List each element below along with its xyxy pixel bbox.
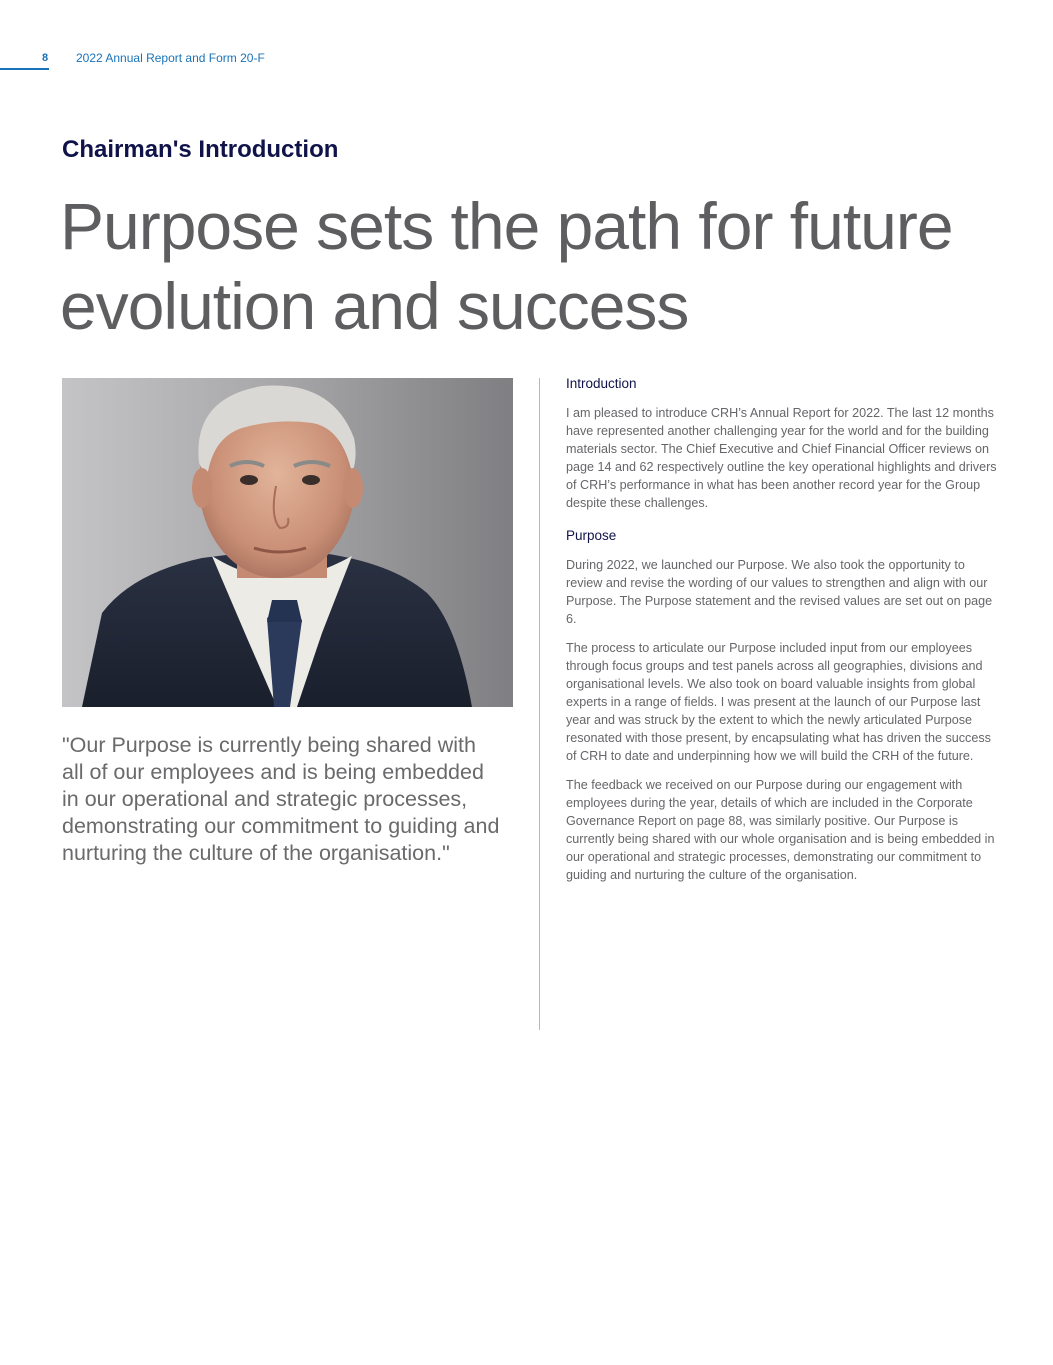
- chairman-portrait-photo: [62, 378, 513, 707]
- document-title: 2022 Annual Report and Form 20-F: [76, 51, 265, 65]
- body-column: [566, 375, 998, 895]
- purpose-paragraph-3: The feedback we received on our Purpose during our engagement with employees during the year, details of which are included in the Corporate Governance Report on page 88, was similarly positive. Our Purpose is currently being shared with our whole organisation and is being embedded in our operational and strategic processes, demonstrating our commitment to guiding and nurturing the culture of the organisation.: [566, 778, 995, 882]
- introduction-heading: Introduction: [566, 376, 637, 391]
- introduction-paragraph: I am pleased to introduce CRH’s Annual Report for 2022. The last 12 months have represented another challenging year for the world and for the building materials sector. The Chief Executive and Chief Financial Officer reviews on page 14 and 62 respectively outline the key operational highlights and drivers of CRH’s performance in what has been another record year for the Group despite these challenges.: [566, 406, 997, 510]
- header-accent-rule: [0, 68, 49, 70]
- section-label: Chairman's Introduction: [62, 136, 339, 163]
- purpose-heading: Purpose: [566, 528, 617, 543]
- purpose-paragraph-2: The process to articulate our Purpose included input from our employees through focus groups and test panels across all geographies, divisions and organisational levels. We also took on board valuable insights from global experts in a range of fields. I was present at the launch of our Purpose last year and was struck by the extent to which the newly articulated Purpose resonated with those present, by encapsulating what has driven the success of CRH to date and underpinning how we will build the CRH of the future.: [566, 641, 991, 763]
- column-divider: [539, 378, 540, 1030]
- page-headline: Purpose sets the path for future evolution and success: [60, 189, 953, 343]
- portrait-illustration: [62, 378, 513, 707]
- purpose-paragraph-1: During 2022, we launched our Purpose. We also took the opportunity to review and revise the wording of our values to strengthen and align with our Purpose. The Purpose statement and the revised values are set out on page 6.: [566, 558, 993, 626]
- pull-quote: "Our Purpose is currently being shared with all of our employees and is being embedded in our operational and strategic processes, demonstrating our commitment to guiding and nurturing the culture of the organisation.": [62, 733, 500, 865]
- page-header: [0, 0, 400, 80]
- page-number: 8: [42, 52, 49, 64]
